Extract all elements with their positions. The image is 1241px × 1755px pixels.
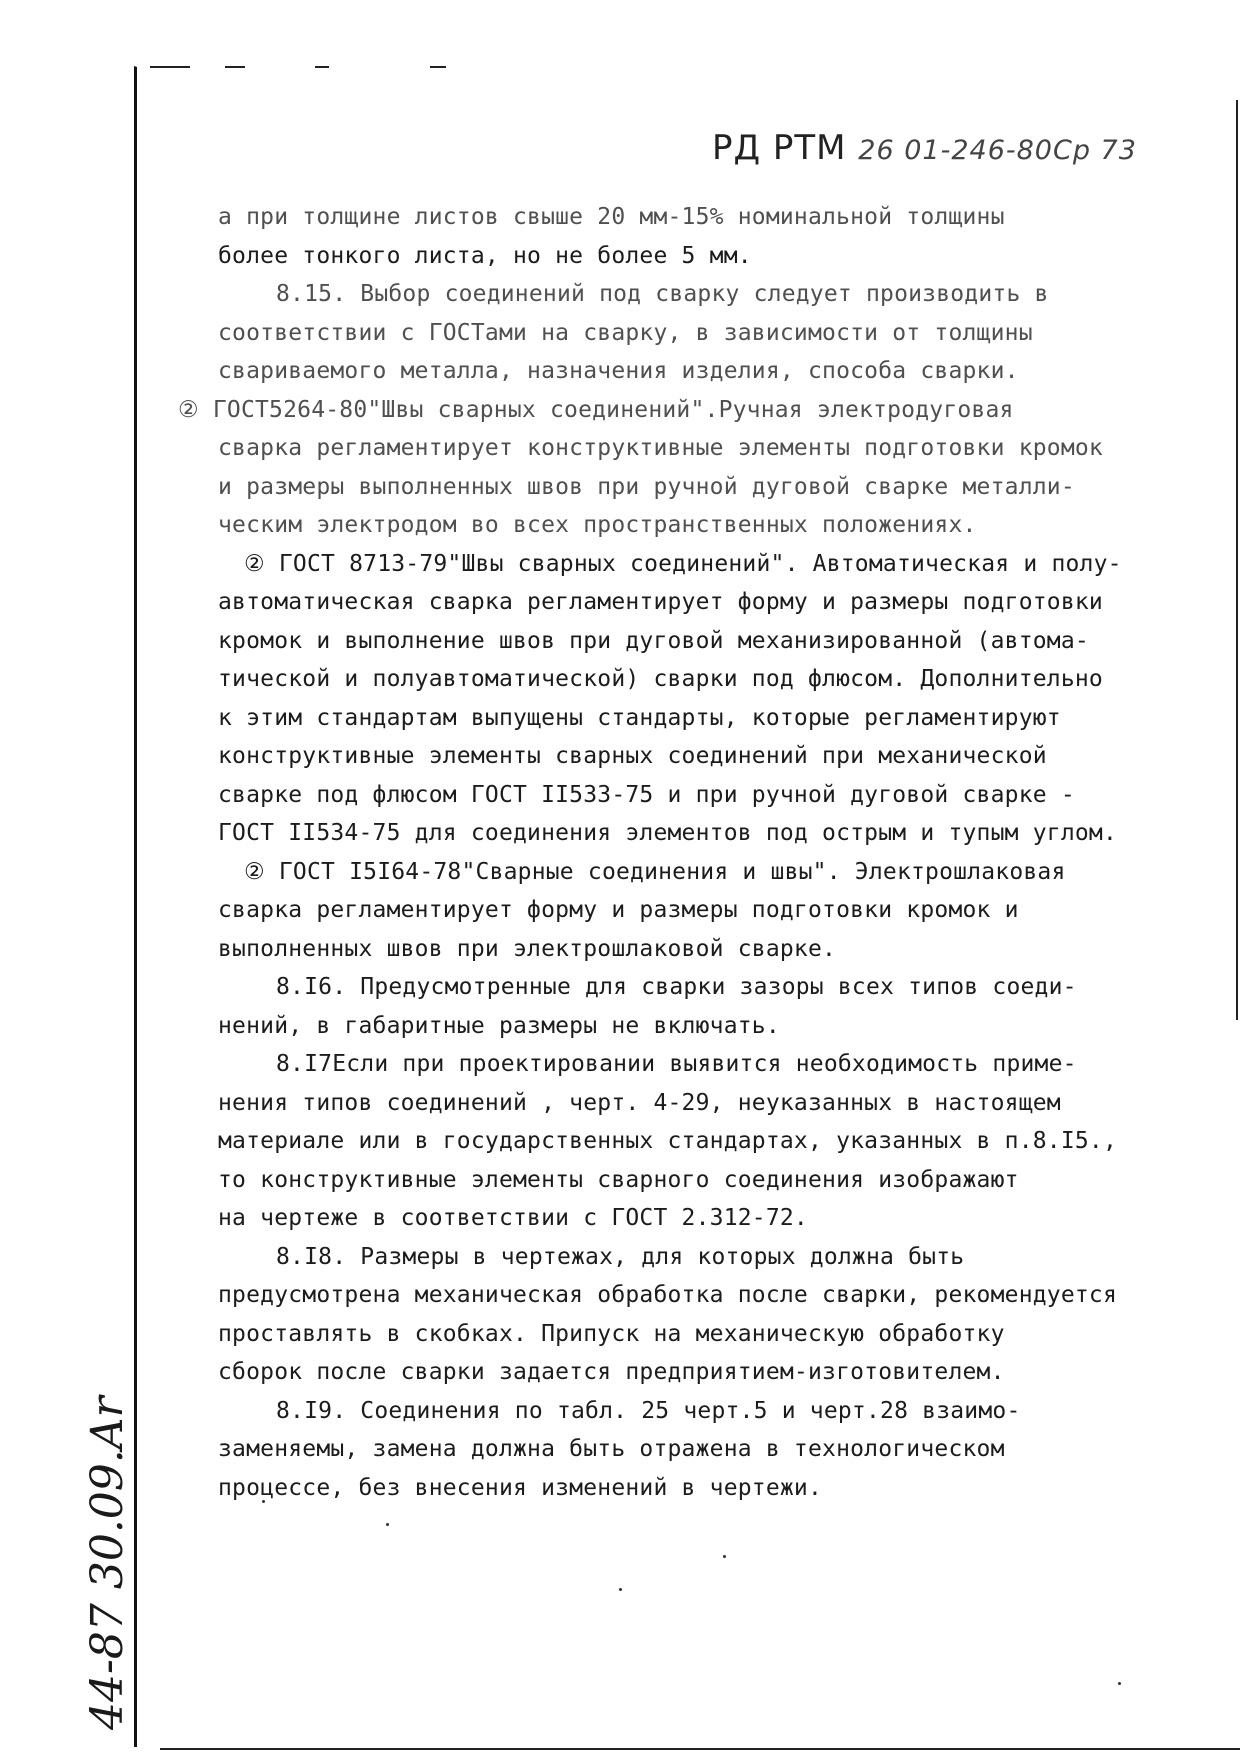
document-body [178, 198, 1218, 1507]
text-line: на чертеже в соответствии с ГОСТ 2.312-72. [218, 1205, 808, 1231]
text-line: сварке под флюсом ГОСТ II533-75 и при ручной дуговой сварке - [218, 781, 1075, 808]
top-dash [315, 66, 329, 68]
scan-speck [619, 1588, 622, 1591]
text-line: проставлять в скобках. Припуск на механическую обработку [218, 1320, 1005, 1347]
text-line: заменяемы, замена должна быть отражена в технологическом [218, 1436, 1005, 1462]
text-line: и размеры выполненных швов при ручной дуговой сварке металли- [218, 473, 1075, 500]
text-line: ② ГОСТ5264-80"Швы сварных соединений".Ручная электродуговая [178, 396, 1014, 423]
top-dash [225, 66, 245, 68]
text-line: материале или в государственных стандартах, указанных в п.8.I5., [218, 1128, 1118, 1154]
text-line: ② ГОСТ I5I64-78"Сварные соединения и швы". Электрошлаковая [244, 858, 1066, 885]
text-line: 8.15. Выбор соединений под сварку следует производить в [276, 281, 1049, 307]
text-line: соответствии с ГОСТами на сварку, в зависимости от толщины [218, 319, 1033, 346]
text-line: 8.I6. Предусмотренные для сварки зазоры всех типов соеди- [276, 974, 1077, 1000]
text-line: тической и полуавтоматической) сварки под флюсом. Дополнительно [218, 666, 1103, 692]
text-line: нений, в габаритные размеры не включать. [218, 1012, 780, 1039]
text-line: нения типов соединений , черт. 4-29, неуказанных в настоящем [218, 1089, 1061, 1116]
text-line: сборок после сварки задается предприятием-изготовителем. [218, 1359, 1005, 1385]
text-line: свариваемого металла, назначения изделия, способа сварки. [218, 358, 1019, 384]
text-line: ческим электродом во всех пространственных положениях. [218, 512, 977, 538]
header-prefix: РД РТМ [712, 128, 847, 168]
text-line: конструктивные элементы сварных соединений при механической [218, 743, 1047, 769]
document-header [712, 128, 1137, 168]
text-line: ГОСТ II534-75 для соединения элементов под острым и тупым углом. [218, 820, 1118, 846]
top-dash [430, 66, 446, 68]
top-dash [150, 66, 190, 68]
text-line: предусмотрена механическая обработка после сварки, рекомендуется [218, 1282, 1118, 1308]
text-line: сварка регламентирует форму и размеры подготовки кромок и [218, 897, 1019, 923]
right-edge [1236, 100, 1238, 1020]
header-code: 26 01-246-80Cp 73 [858, 135, 1137, 166]
scan-speck [386, 1523, 389, 1526]
scan-speck [262, 1500, 265, 1503]
text-line: 8.I7Если при проектировании выявится необходимость приме- [276, 1051, 1077, 1077]
text-line: ② ГОСТ 8713-79"Швы сварных соединений". Автоматическая и полу- [244, 550, 1122, 577]
text-line: а при толщине листов свыше 20 мм-15% номинальной толщины [218, 204, 1005, 230]
text-line: процессе, без внесения изменений в чертежи. [218, 1474, 823, 1501]
text-line: выполненных швов при электрошлаковой сварке. [218, 935, 837, 962]
text-line: сварка регламентирует конструктивные элементы подготовки кромок [218, 435, 1103, 461]
bottom-edge [160, 1748, 1240, 1750]
handwritten-margin-note: 44-87 30.09.Ar [82, 1396, 133, 1730]
text-line: автоматическая сварка регламентирует форму и размеры подготовки [218, 589, 1103, 615]
text-line: 8.I9. Соединения по табл. 25 черт.5 и черт.28 взаимо- [276, 1397, 1021, 1424]
text-line: к этим стандартам выпущены стандарты, которые регламентируют [218, 704, 1061, 731]
text-line: 8.I8. Размеры в чертежах, для которых должна быть [276, 1243, 965, 1270]
scan-speck [1118, 1682, 1121, 1685]
text-line: то конструктивные элементы сварного соединения изображают [218, 1166, 1019, 1193]
text-line: более тонкого листа, но не более 5 мм. [218, 242, 752, 269]
text-line: кромок и выполнение швов при дуговой механизированной (автома- [218, 627, 1089, 654]
scan-speck [723, 1555, 726, 1558]
